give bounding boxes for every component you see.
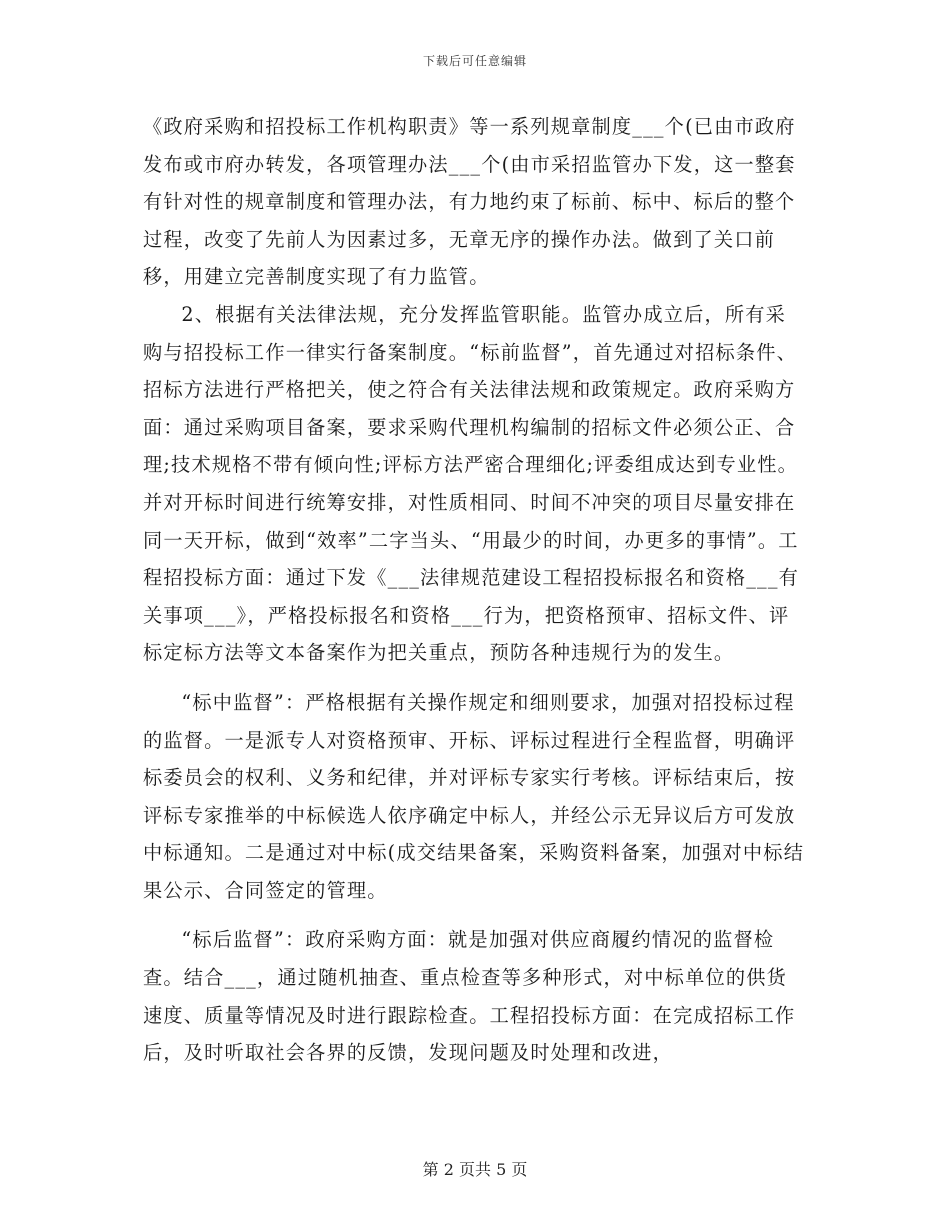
paragraph-3: “标中监督”：严格根据有关操作规定和细则要求，加强对招投标过程的监督。一是派专人对资格预审、开标、评标过程进行全程监督，明确评标委员会的权利、义务和纪律，并对评标专家实行考核。评标结束后，按评标专家推举的中标候选人依序确定中标人，并经公示无异议后方可发放中标通知。二是通过对中标(成交结果备案，采购资料备案，加强对中标结果公示、合同签定的管理。 [143,690,805,902]
paragraph-4: “标后监督”：政府采购方面：就是加强对供应商履约情况的监督检查。结合___，通过随机抽查、重点检查等多种形式，对中标单位的供货速度、质量等情况及时进行跟踪检查。工程招投标方面：在完成招标工作后，及时听取社会各界的反馈，发现问题及时处理和改进， [143,928,796,1065]
page-header: 下载后可任意编辑 [422,54,527,68]
paragraph-1: 《政府采购和招投标工作机构职责》等一系列规章制度___个(已由市政府发布或市府办转发，各项管理办法___个(由市采招监管办下发，这一整套有针对性的规章制度和管理办法，有力地约束了标前、标中、标后的整个过程，改变了先前人为因素过多，无章无序的操作办法。做到了关口前移，用建立完善制度实现了有力监管。 [143,115,796,289]
paragraph-2: 2、根据有关法律法规，充分发挥监管职能。监管办成立后，所有采购与招投标工作一律实行备案制度。“标前监督”，首先通过对招标条件、招标方法进行严格把关，使之符合有关法律法规和政策规定。政府采购方面：通过采购项目备案，要求采购代理机构编制的招标文件必须公正、合理;技术规格不带有倾向性;评标方法严密合理细化;评委组成达到专业性。并对开标时间进行统筹安排，对性质相同、时间不冲突的项目尽量安排在同一天开标，做到“效率”二字当头、“用最少的时间，办更多的事情”。工程招投标方面：通过下发《___法律规范建设工程招投标报名和资格___有关事项___》，严格投标报名和资格___行为，把资格预审、招标文件、评标定标方法等文本备案作为把关重点，预防各种违规行为的发生。 [143,302,799,665]
document-body [143,108,805,1072]
page-footer: 第 2 页共 5 页 [422,1160,528,1179]
